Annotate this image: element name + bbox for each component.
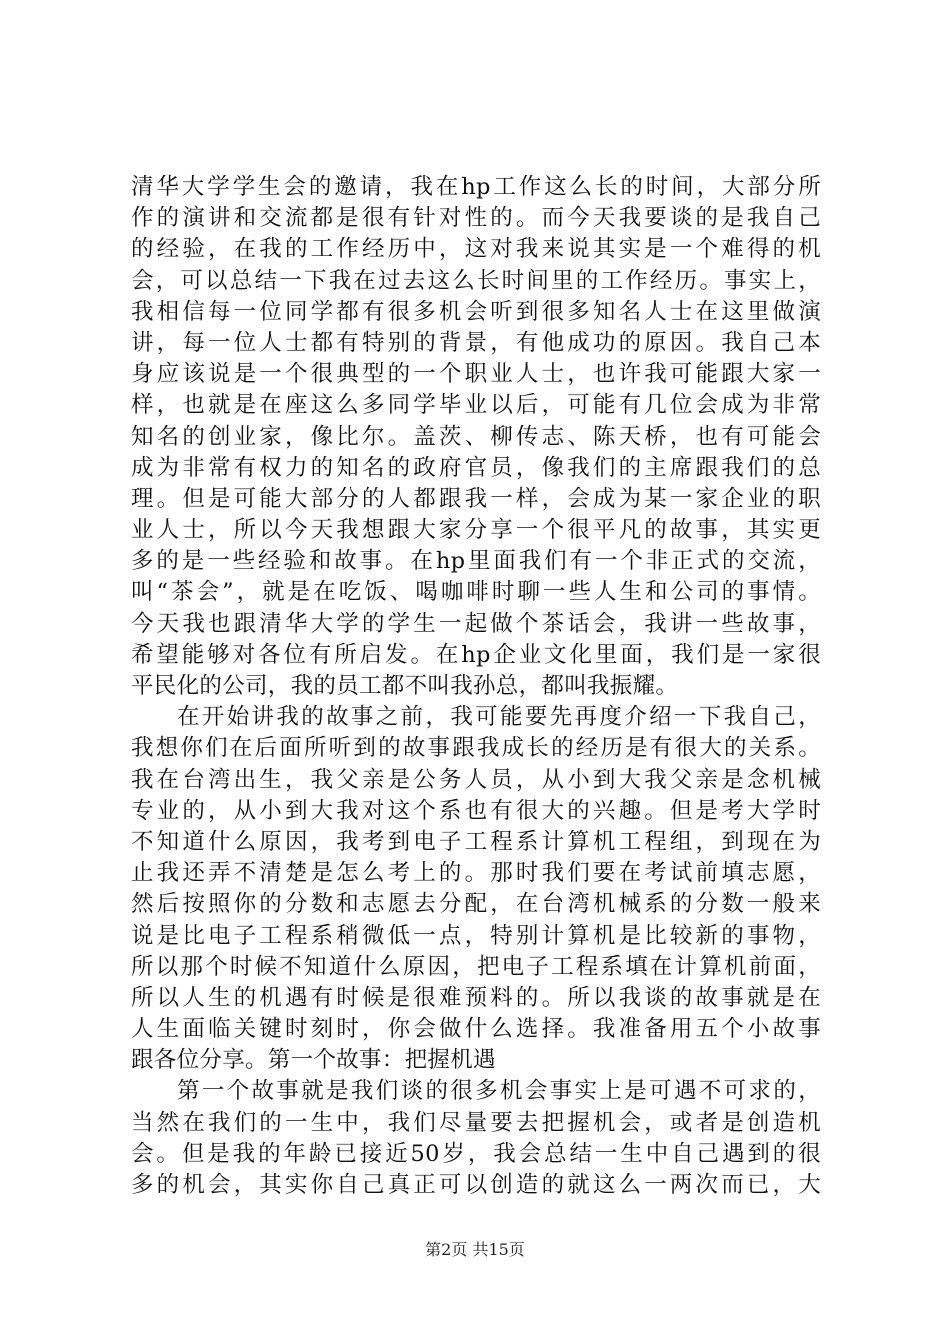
- text-line: 我想你们在后面所听到的故事跟我成长的经历是有很大的关系。: [131, 735, 821, 762]
- text-line: 所以那个时候不知道什么原因，把电子工程系填在计算机前面，: [131, 953, 821, 980]
- text-line: 我在台湾出生，我父亲是公务人员，从小到大我父亲是念机械: [131, 766, 821, 793]
- text-line: 讲，每一位人士都有特别的背景，有他成功的原因。我自己本: [131, 329, 821, 356]
- text-line: 不知道什么原因，我考到电子工程系计算机工程组，到现在为: [131, 828, 821, 855]
- text-line: 第一个故事就是我们谈的很多机会事实上是可遇不可求的，: [177, 1078, 821, 1105]
- text-line: 今天我也跟清华大学的学生一起做个茶话会，我讲一些故事，: [131, 610, 821, 637]
- text-line: 止我还弄不清楚是怎么考上的。那时我们要在考试前填志愿，: [131, 860, 821, 887]
- text-line: 会。但是我的年龄已接近50岁，我会总结一生中自己遇到的很: [131, 1140, 821, 1167]
- text-line: 身应该说是一个很典型的一个职业人士，也许我可能跟大家一: [131, 361, 821, 388]
- text-line: 当然在我们的一生中，我们尽量要去把握机会，或者是创造机: [131, 1109, 821, 1136]
- text-line: 所以人生的机遇有时候是很难预料的。所以我谈的故事就是在: [131, 984, 821, 1011]
- page-number-footer: 第2页 共15页: [425, 1240, 525, 1259]
- document-body: [131, 172, 821, 1201]
- paragraph-2: [131, 702, 821, 1076]
- text-line: 成为非常有权力的知名的政府官员，像我们的主席跟我们的总: [131, 454, 821, 481]
- text-line: 平民化的公司，我的员工都不叫我孙总，都叫我振耀。: [131, 673, 679, 699]
- text-line: 专业的，从小到大我对这个系也有很大的兴趣。但是考大学时: [131, 797, 821, 824]
- text-line: 会，可以总结一下我在过去这么长时间里的工作经历。事实上，: [131, 267, 821, 294]
- text-line: 希望能够对各位有所启发。在hp企业文化里面，我们是一家很: [131, 641, 821, 668]
- text-line: 叫“茶会”，就是在吃饭、喝咖啡时聊一些人生和公司的事情。: [131, 579, 821, 606]
- text-line: 理。但是可能大部分的人都跟我一样，会成为某一家企业的职: [131, 485, 821, 512]
- text-line: 多的机会，其实你自己真正可以创造的就这么一两次而已，大: [131, 1172, 821, 1198]
- text-line: 清华大学学生会的邀请，我在hp工作这么长的时间，大部分所: [131, 174, 821, 200]
- text-line: 多的是一些经验和故事。在hp里面我们有一个非正式的交流，: [131, 548, 821, 575]
- paragraph-1: [131, 172, 821, 702]
- text-line: 样，也就是在座这么多同学毕业以后，可能有几位会成为非常: [131, 392, 821, 419]
- text-line: 人生面临关键时刻时，你会做什么选择。我准备用五个小故事: [131, 1016, 821, 1043]
- paragraph-3: [131, 1076, 821, 1201]
- text-line: 知名的创业家，像比尔。盖茨、柳传志、陈天桥，也有可能会: [131, 423, 821, 450]
- text-line: 在开始讲我的故事之前，我可能要先再度介绍一下我自己，: [177, 704, 821, 731]
- text-line: 我相信每一位同学都有很多机会听到很多知名人士在这里做演: [131, 298, 821, 325]
- text-line: 说是比电子工程系稍微低一点，特别计算机是比较新的事物，: [131, 922, 821, 949]
- text-line: 作的演讲和交流都是很有针对性的。而今天我要谈的是我自己: [131, 205, 821, 232]
- text-line: 然后按照你的分数和志愿去分配，在台湾机械系的分数一般来: [131, 891, 821, 918]
- text-line: 的经验，在我的工作经历中，这对我来说其实是一个难得的机: [131, 236, 821, 263]
- text-line: 业人士，所以今天我想跟大家分享一个很平凡的故事，其实更: [131, 517, 821, 544]
- text-line: 跟各位分享。第一个故事：把握机遇: [131, 1047, 496, 1074]
